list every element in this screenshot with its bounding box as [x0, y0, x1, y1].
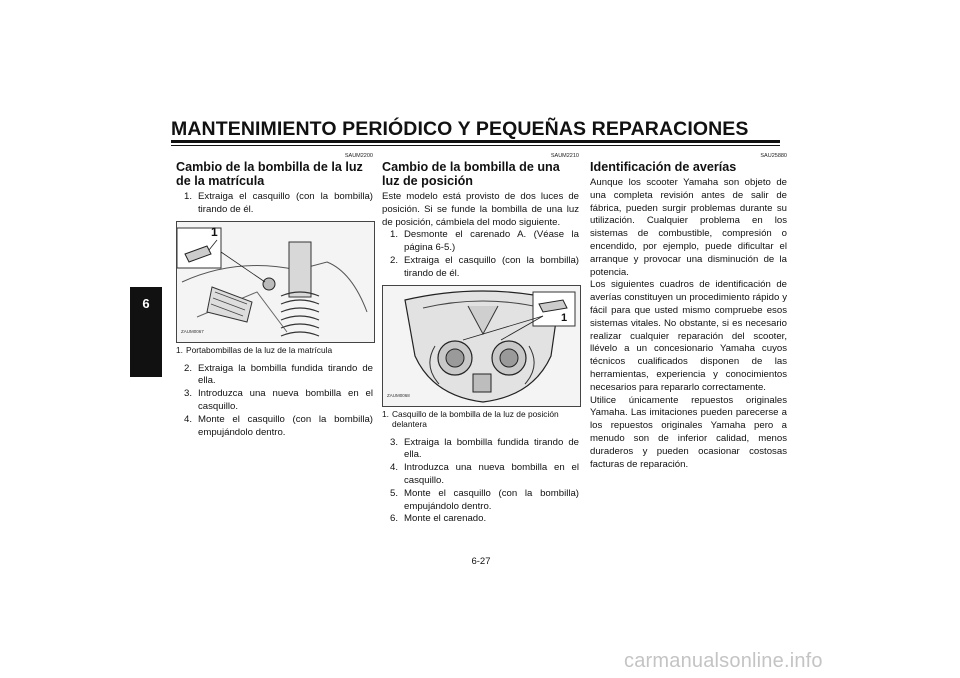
chapter-tab-number: 6: [142, 296, 150, 311]
step-number: 2.: [390, 254, 399, 266]
figure-caption: [382, 409, 579, 429]
step-item: [382, 255, 579, 281]
caption-number: 1.: [176, 344, 183, 355]
step-text: Extraiga el casquillo (con la bombilla) tirando de él.: [404, 254, 579, 279]
page-header-title: MANTENIMIENTO PERIÓDICO Y PEQUEÑAS REPARACIONES: [171, 118, 749, 140]
step-item: [382, 229, 579, 255]
step-number: 2.: [184, 362, 193, 374]
step-text: Extraiga la bombilla fundida tirando de ella.: [198, 362, 373, 387]
step-text: Introduzca una nueva bombilla en el casquillo.: [404, 462, 579, 486]
caption-text: Portabombillas de la luz de la matrícula: [186, 344, 333, 355]
step-list: [176, 191, 373, 217]
column-2: [382, 152, 579, 526]
step-item: [176, 414, 373, 440]
step-text: Extraiga la bombilla fundida tirando de ella.: [404, 436, 579, 461]
step-item: [176, 388, 373, 414]
figure-license-light: [176, 221, 375, 343]
chapter-tab: [130, 287, 162, 377]
header-rule-thin: [171, 145, 780, 146]
column-3: [590, 152, 787, 471]
step-text: Extraiga el casquillo (con la bombilla) tirando de él.: [198, 191, 373, 215]
step-item: [382, 437, 579, 463]
step-number: 5.: [390, 487, 399, 499]
section-code: SAUM2210: [550, 153, 579, 159]
section-title: Cambio de la bombilla de la luz de la matrícula: [176, 160, 363, 188]
step-item: [176, 363, 373, 389]
step-number: 4.: [184, 413, 193, 425]
step-number: 3.: [390, 436, 399, 448]
step-item: [382, 488, 579, 514]
step-list: [382, 437, 579, 527]
step-text: Desmonte el carenado A. (Véase la página 6-5.): [404, 229, 579, 254]
step-list: [176, 363, 373, 440]
step-number: 1.: [184, 191, 193, 202]
step-text: Introduzca una nueva bombilla en el casquillo.: [198, 388, 373, 412]
figure-id: ZAUM0068: [387, 392, 410, 398]
column-1: [176, 152, 373, 439]
caption-text: Casquillo de la bombilla de la luz de posición delantera: [392, 408, 559, 429]
figure-id: ZAUM0067: [181, 328, 204, 334]
section-title: Cambio de la bombilla de una luz de posición: [382, 160, 560, 188]
step-number: 6.: [390, 513, 399, 525]
license-light-illustration: [177, 222, 374, 342]
section-title: Identificación de averías: [590, 160, 737, 174]
caption-number: 1.: [382, 408, 389, 419]
step-text: Monte el casquillo (con la bombilla) empujándolo dentro.: [198, 413, 373, 438]
body-paragraph: Utilice únicamente repuestos originales Yamaha. Las imitaciones pueden parecerse a los repuestos originales Yamaha pero a menudo son de inferior calidad, menos duraderos y pueden ocasionar costosas facturas de reparación.: [590, 394, 787, 470]
step-item: [176, 191, 373, 217]
step-number: 3.: [184, 388, 193, 400]
front-cowling-illustration: [383, 286, 580, 406]
step-item: [382, 462, 579, 488]
step-text: Monte el carenado.: [404, 513, 487, 525]
figure-callout-1: 1: [211, 224, 218, 239]
step-text: Monte el casquillo (con la bombilla) empujándolo dentro.: [404, 487, 579, 512]
figure-callout-1: 1: [561, 311, 568, 324]
watermark[interactable]: carmanualsonline.info: [624, 650, 823, 672]
step-item: [382, 513, 579, 526]
section-code: SAU25880: [760, 153, 787, 159]
header-rule: [171, 140, 780, 143]
body-paragraph: Los siguientes cuadros de identificación de averías constituyen un procedimiento rápido y fácil para que usted mismo compruebe esos sistemas vitales. No obstante, si es necesario realizar cualquier reparación del scooter, llévelo a un concesionario Yamaha cuyos técnicos cualificados disponen de las herramientas, experiencia y conocimientos necesarios para repararlo correctamente.: [590, 279, 787, 393]
figure-caption: [176, 345, 373, 355]
figure-position-light: [382, 285, 581, 407]
step-number: 4.: [390, 462, 399, 474]
step-number: 1.: [390, 229, 399, 241]
section-code: SAUM2200: [344, 153, 373, 159]
intro-paragraph: Este modelo está provisto de dos luces de posición. Si se funde la bombilla de una luz de posición, cámbiela del modo siguiente.: [382, 191, 579, 228]
body-paragraph: Aunque los scooter Yamaha son objeto de una completa revisión antes de salir de fábrica, pueden surgir problemas durante su utilización. Cualquier problema en los sistemas de combustible, compresión o encendido, por ejemplo, puede dificultar el arranque y provocar una disminución de la potencia.: [590, 177, 787, 278]
step-list: [382, 229, 579, 280]
page-number: 6-27: [471, 556, 491, 567]
